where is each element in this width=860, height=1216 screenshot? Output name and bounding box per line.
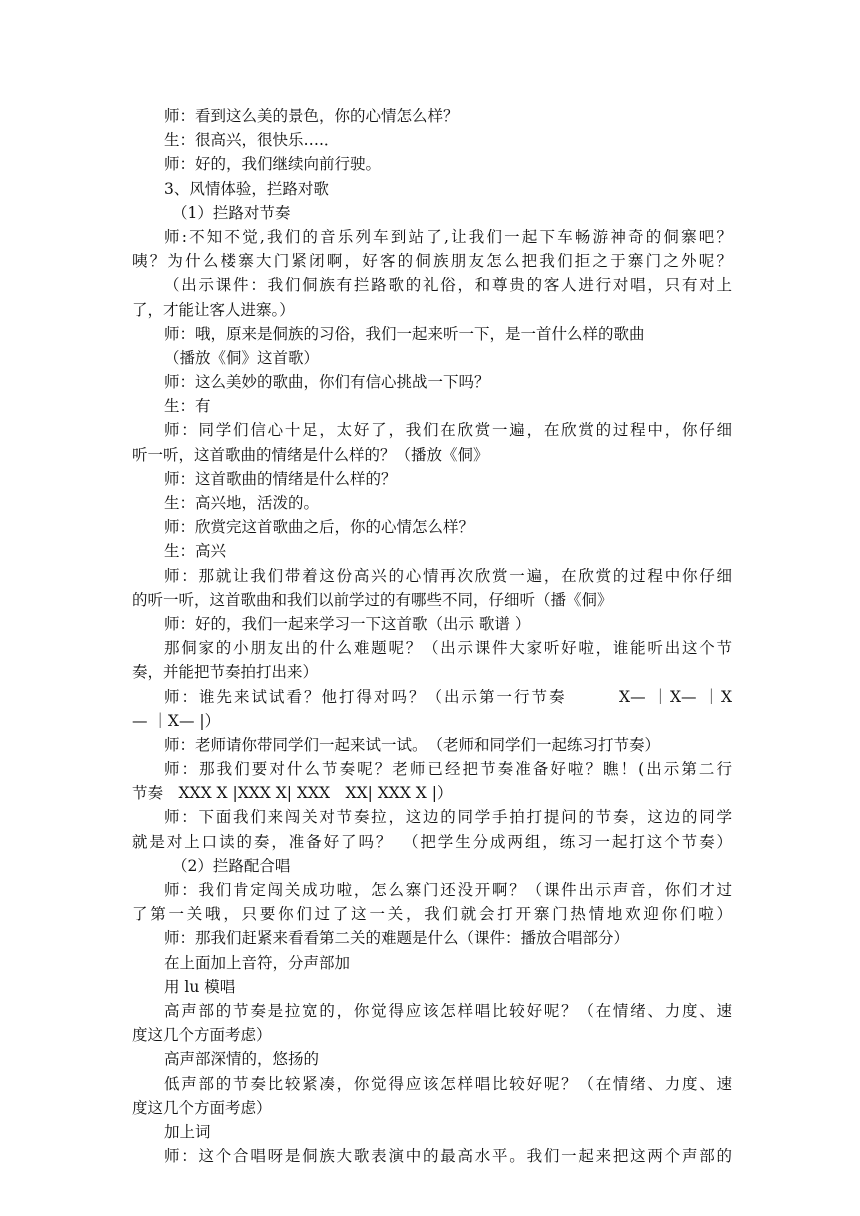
text-line: 生：高兴地，活泼的。 (164, 494, 320, 512)
text-line: 听一听，这首歌曲的情绪是什么样的？（播放《侗》 (132, 445, 489, 464)
text-line: 师：老师请你带同学们一起来试一试。 （老师和同学们一起练习打节奏） (164, 735, 661, 754)
text-line: 高声部的节奏是拉宽的，你觉得应该怎样唱比较好呢？（在情绪、力度、速 (164, 1001, 732, 1020)
text-line: 生：高兴 (164, 542, 227, 561)
text-line: 师：这么美妙的歌曲，你们有信心挑战一下吗？ (164, 373, 490, 392)
text-line: 生：很高兴，很快乐….． (164, 131, 340, 150)
text-line: 低声部的节奏比较紧凑，你觉得应该怎样唱比较好呢？（在情绪、力度、速 (164, 1074, 732, 1093)
text-line: — ｜X— |） (132, 711, 221, 730)
text-line: 奏，并能把节奏拍打出来） (132, 663, 319, 682)
text-line: 师：看到这么美的景色，你的心情怎么样？ (164, 107, 459, 125)
text-line: 在上面加上音符，分声部加 (164, 953, 351, 972)
text-line: 师：下面我们来闯关对节奏拉，这边的同学手拍打提问的节奏，这边的同学 (164, 808, 732, 827)
text-line: （出示课件：我们侗族有拦路歌的礼俗，和尊贵的客人进行对唱，只有对上 (164, 276, 732, 295)
text-line: 度这几个方面考虑） (132, 1026, 272, 1045)
text-line: 生：有 (164, 397, 211, 416)
text-line: 3、风情体验，拦路对歌 (164, 179, 329, 198)
text-line: 师：那就让我们带着这份高兴的心情再次欣赏一遍，在欣赏的过程中你仔细 (164, 566, 732, 585)
text-line: 师：好的，我们继续向前行驶。 (164, 155, 382, 174)
text-line: 了，才能让客人进寨。） (132, 300, 295, 319)
text-line: 的听一听，这首歌曲和我们以前学过的有哪些不同，仔细听（播《侗》 (132, 590, 613, 609)
text-line: （1）拦路对节奏 (172, 203, 291, 222)
text-line: 师：欣赏完这首歌曲之后，你的心情怎么样？ (164, 518, 475, 537)
text-line: 高声部深情的，悠扬的 (164, 1050, 320, 1069)
text-line: 咦？为什么楼寨大门紧闭啊，好客的侗族朋友怎么把我们拒之于寨门之外呢？ (132, 252, 732, 271)
text-line: （2）拦路配合唱 (172, 856, 291, 875)
text-line: 师：哦，原来是侗族的习俗，我们一起来听一下，是一首什么样的歌曲 (164, 324, 645, 343)
text-line: （播放《侗》这首歌） (164, 348, 320, 367)
text-line: 那侗家的小朋友出的什么难题呢？（出示课件大家听好啦，谁能听出这个节 (164, 639, 732, 658)
text-line: 师：同学们信心十足，太好了，我们在欣赏一遍，在欣赏的过程中，你仔细 (164, 421, 732, 440)
text-line: 师：好的，我们一起来学习一下这首歌（出示 歌谱 ） (164, 614, 531, 633)
text-line: 师:不知不觉,我们的音乐列车到站了,让我们一起下车畅游神奇的侗寨吧？ (164, 227, 732, 246)
text-line: 师：谁先来试试看？他打得对吗？（出示第一行节奏 X— ｜X— ｜X (164, 687, 732, 706)
text-line: 就是对上口读的奏，准备好了吗？ （把学生分成两组，练习一起打这个节奏） (132, 832, 732, 851)
text-line: 师：这首歌曲的情绪是什么样的？ (164, 469, 397, 488)
text-line: 了第一关哦，只要你们过了这一关，我们就会打开寨门热情地欢迎你们啦） (132, 905, 732, 924)
text-line: 加上词 (164, 1122, 211, 1141)
text-line: 用 lu 模唱 (164, 977, 236, 996)
text-line: 师：这个合唱呀是侗族大歌表演中的最高水平。我们一起来把这两个声部的 (164, 1147, 732, 1166)
text-line: 师：那我们赶紧来看看第二关的难题是什么（课件：播放合唱部分） (164, 929, 630, 948)
text-line: 师：那我们要对什么节奏呢？老师已经把节奏准备好啦？瞧！(出示第二行 (164, 760, 732, 779)
text-line: 师：我们肯定闯关成功啦，怎么寨门还没开啊？（课件出示声音，你们才过 (164, 881, 732, 899)
text-line: 节奏 XXX X |XXX X| XXX XX| XXX X |） (132, 784, 453, 803)
text-line: 度这几个方面考虑） (132, 1098, 272, 1117)
lesson-plan-text (132, 104, 732, 1168)
